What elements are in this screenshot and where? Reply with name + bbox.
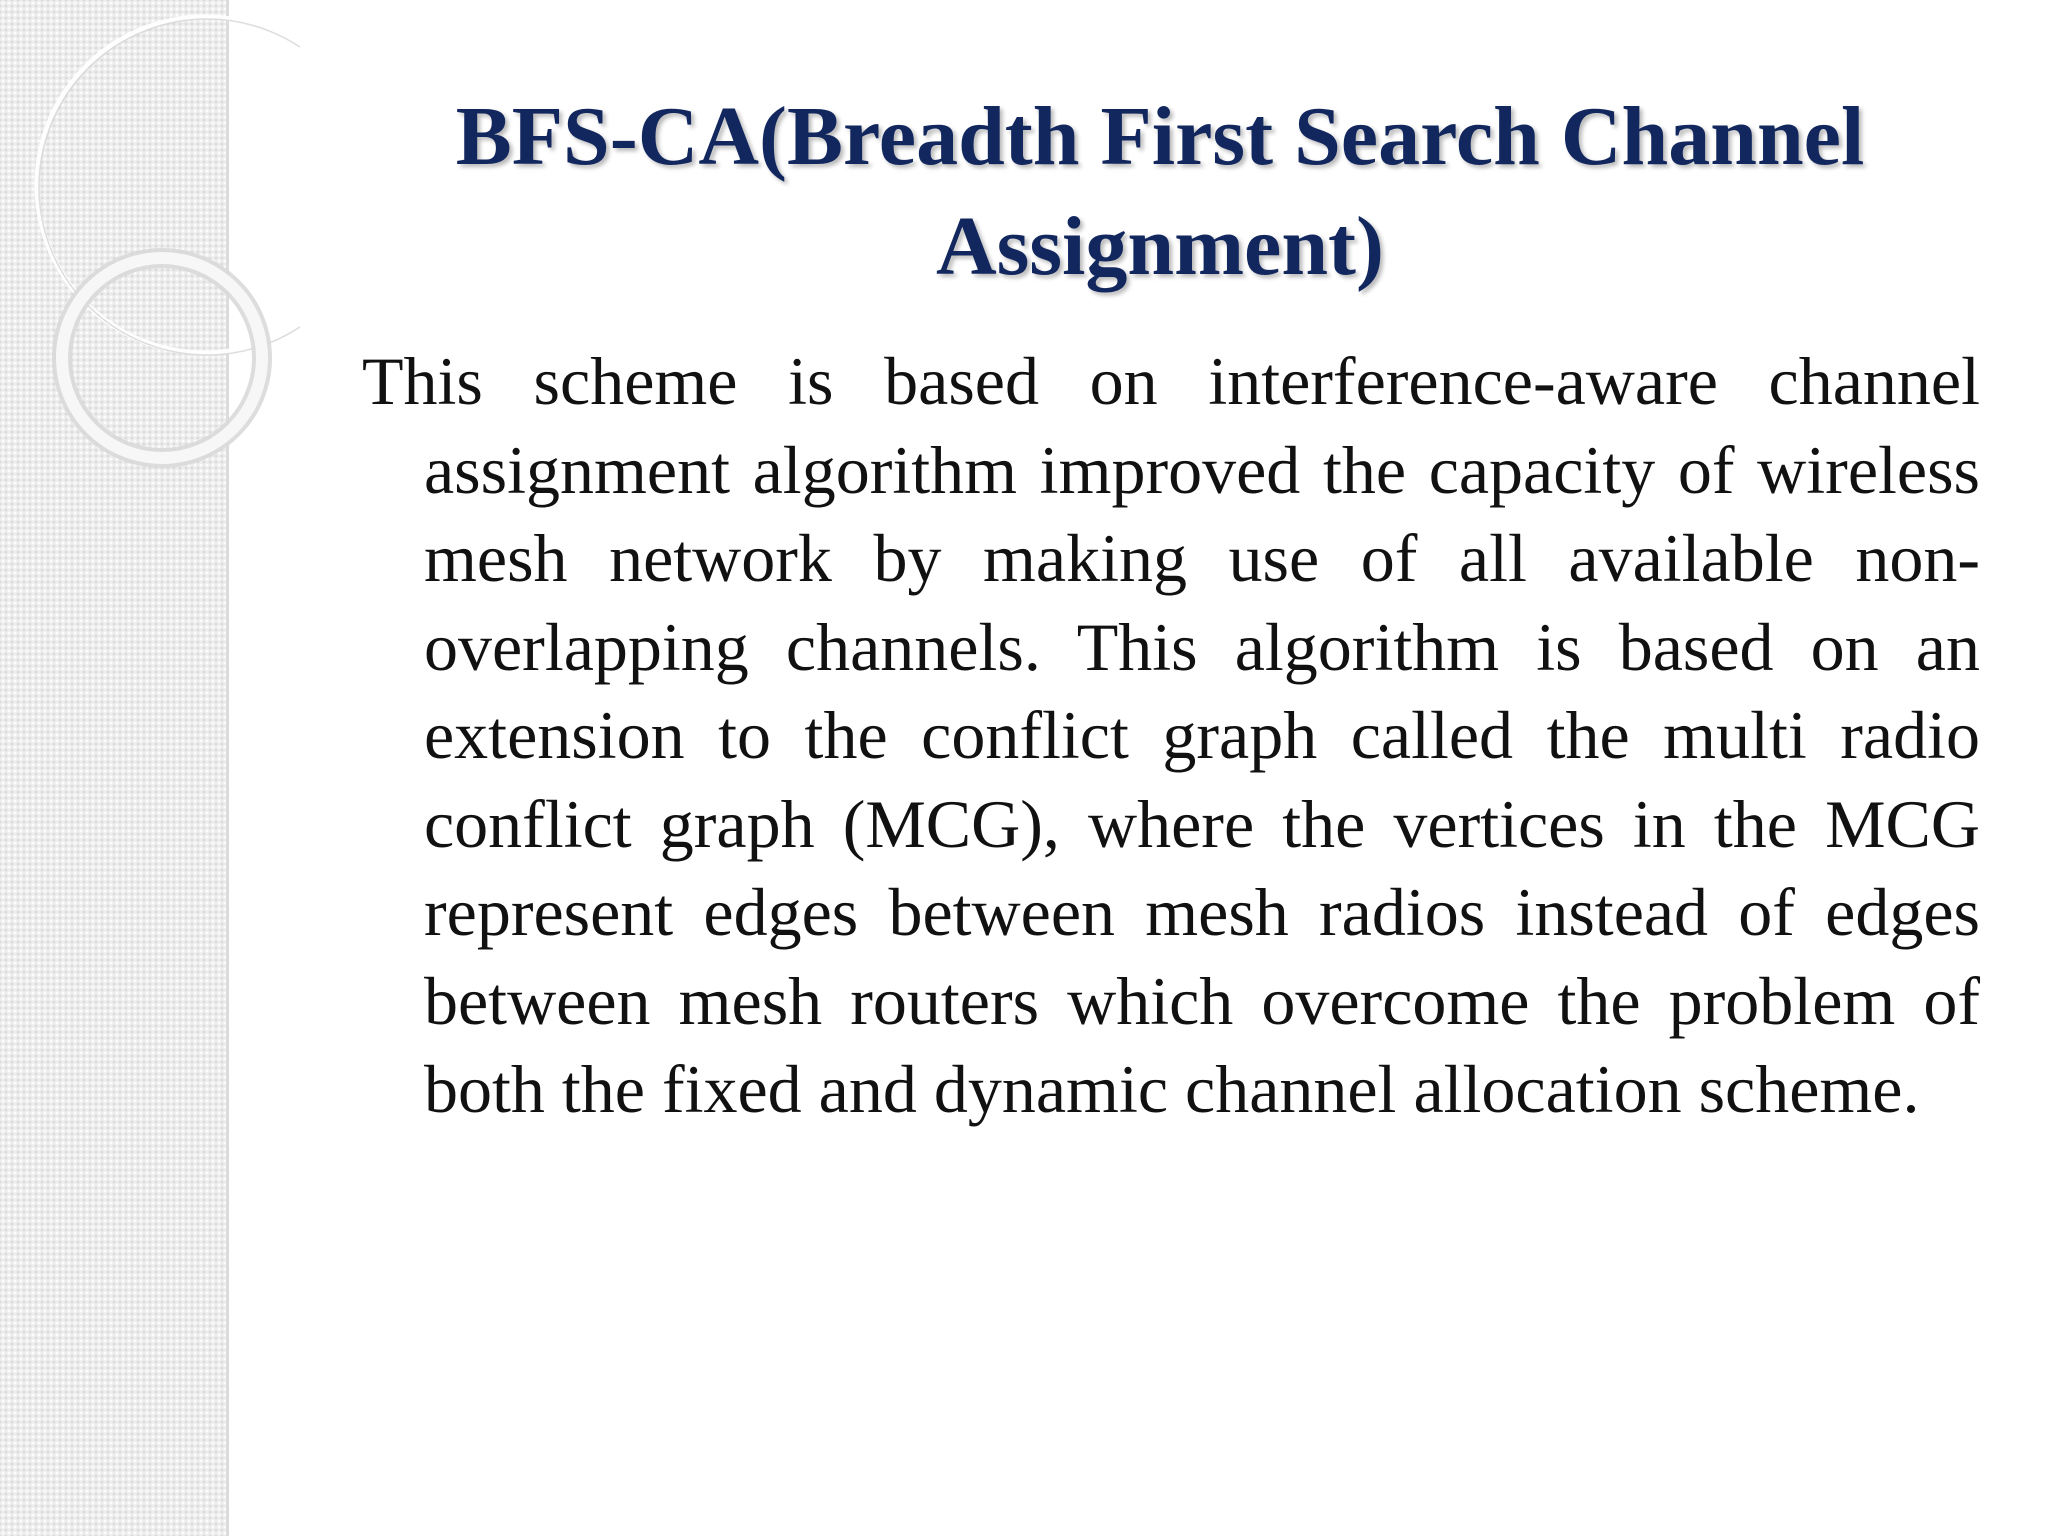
slide-title: BFS-CA(Breadth First Search Channel Assignment) bbox=[455, 90, 1865, 293]
small-ring-highlight bbox=[62, 258, 262, 458]
slide-body-text: This scheme is based on interference-aware channel assignment algorithm improved the capacity of wireless mesh network by making use of all available non-overlapping channels. This algorithm is based on an extension to the conflict graph called the multi radio conflict graph (MCG), where the vertices in the MCG represent edges between mesh radios instead of edges between mesh routers which overcome the problem of both the fixed and dynamic channel allocation scheme. bbox=[362, 343, 1980, 1127]
decorative-rings bbox=[0, 0, 300, 520]
